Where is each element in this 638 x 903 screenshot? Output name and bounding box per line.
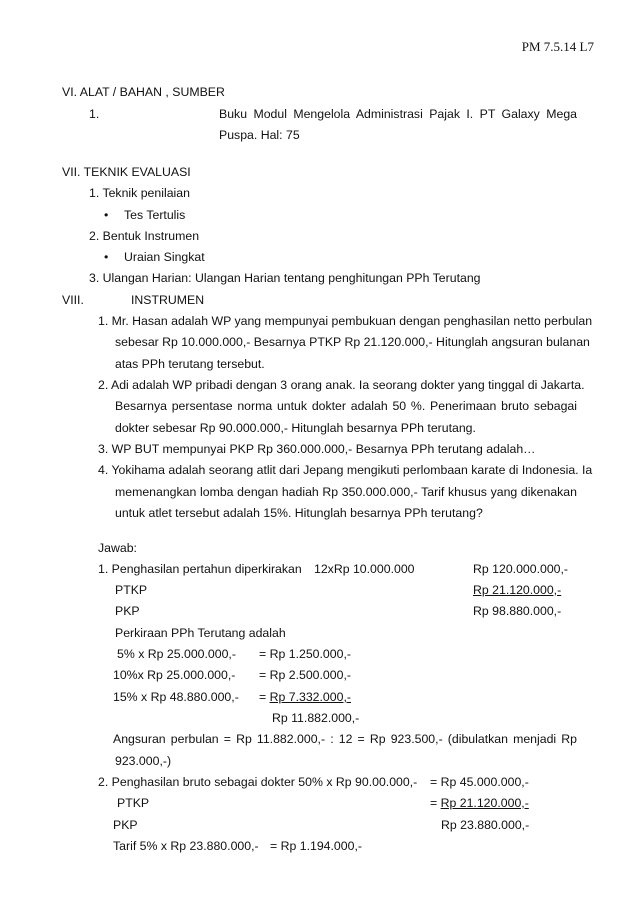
rate-3-calc: 15% x Rp 48.880.000,- [113, 690, 239, 704]
ptkp-2-value: Rp 21.120.000,- [440, 796, 529, 810]
rate-3-value-row: = Rp 7.332.000,- [259, 690, 351, 704]
answer-1-value: Rp 120.000.000,- [473, 562, 569, 576]
question-3-line-1: 3. WP BUT mempunyai PKP Rp 360.000.000,- Besarnya PPh terutang adalah… [98, 442, 536, 456]
section-7-item-1-sub: • Tes Tertulis [104, 208, 186, 222]
estimate-title: Perkiraan PPh Terutang adalah [115, 626, 286, 640]
question-2-line-3: dokter sebesar Rp 90.000.000,- Hitunglah besarnya PPh terutang. [115, 421, 476, 435]
ptkp-2-value-row: = Rp 21.120.000,- [430, 796, 529, 810]
document-code: PM 7.5.14 L7 [521, 39, 594, 54]
rate-total: Rp 11.882.000,- [272, 711, 360, 725]
section-6-item-line-2: Puspa. Hal: 75 [219, 128, 300, 142]
section-7-title: VII. TEKNIK EVALUASI [62, 165, 191, 179]
rate-1-calc: 5% x Rp 25.000.000,- [117, 647, 236, 661]
section-6-item-number: 1. [89, 107, 100, 121]
rate-2-value: = Rp 2.500.000,- [259, 668, 351, 682]
question-2-line-2: Besarnya persentase norma untuk dokter adalah 50 %. Penerimaan bruto sebagai [115, 399, 577, 413]
answer-1-label: 1. Penghasilan pertahun diperkirakan [98, 562, 302, 576]
section-6-title: VI. ALAT / BAHAN , SUMBER [62, 85, 225, 99]
ptkp-2-label: PTKP [117, 796, 150, 810]
question-4-line-2: memenangkan lomba dengan hadiah Rp 350.000.000,- Tarif khusus yang dikenakan [115, 485, 577, 499]
section-7-item-3: 3. Ulangan Harian: Ulangan Harian tentang penghitungan PPh Terutang [89, 271, 481, 285]
section-7-item-2: 2. Bentuk Instrumen [89, 229, 200, 243]
rate-3-value: Rp 7.332.000,- [269, 690, 351, 704]
section-7-item-2-sub: • Uraian Singkat [104, 250, 205, 264]
question-1-line-2: sebesar Rp 10.000.000,- Besarnya PTKP Rp 21.120.000,- Hitunglah angsuran bulanan [115, 335, 590, 349]
section-6-item-line-1: Buku Modul Mengelola Administrasi Pajak I. PT Galaxy Mega [219, 107, 577, 121]
installment-line-1: Angsuran perbulan = Rp 11.882.000,- : 12 = Rp 923.500,- (dibulatkan menjadi Rp [113, 732, 577, 746]
question-2-line-1: 2. Adi adalah WP pribadi dengan 3 orang anak. Ia seorang dokter yang tinggal di Jakarta. [98, 378, 585, 392]
pkp-1-label: PKP [115, 604, 140, 618]
pkp-1-value: Rp 98.880.000,- [473, 604, 562, 618]
section-7-item-1: 1. Teknik penilaian [89, 186, 190, 200]
answer-2-label: 2. Penghasilan bruto sebagai dokter 50% x Rp 90.00.000,- [98, 775, 418, 789]
section-8-title: INSTRUMEN [131, 293, 205, 307]
pkp-2-value: Rp 23.880.000,- [441, 818, 530, 832]
ptkp-1-label: PTKP [115, 583, 148, 597]
ptkp-1-value: Rp 21.120.000,- [473, 583, 562, 597]
answer-title: Jawab: [98, 541, 137, 555]
installment-line-2: 923.000,-) [115, 754, 172, 768]
question-4-line-1: 4. Yokihama adalah seorang atlit dari Jepang mengikuti perlombaan karate di Indonesia. Ia [98, 463, 593, 477]
question-1-line-1: 1. Mr. Hasan adalah WP yang mempunyai pembukuan dengan penghasilan netto perbulan [98, 314, 593, 328]
answer-1-calc: 12xRp 10.000.000 [314, 562, 415, 576]
rate-1-value: = Rp 1.250.000,- [259, 647, 351, 661]
section-8-numeral: VIII. [62, 293, 84, 307]
pkp-2-label: PKP [113, 818, 138, 832]
question-1-line-3: atas PPh terutang tersebut. [115, 357, 265, 371]
bullet-icon: • [104, 208, 109, 222]
answer-2-value: = Rp 45.000.000,- [430, 775, 529, 789]
tariff-calc: Tarif 5% x Rp 23.880.000,- [113, 839, 259, 853]
bullet-icon: • [104, 250, 109, 264]
question-4-line-3: untuk atlet tersebut adalah 15%. Hitunglah besarnya PPh terutang? [115, 506, 483, 520]
rate-2-calc: 10%x Rp 25.000.000,- [113, 668, 236, 682]
tariff-value: = Rp 1.194.000,- [270, 839, 362, 853]
